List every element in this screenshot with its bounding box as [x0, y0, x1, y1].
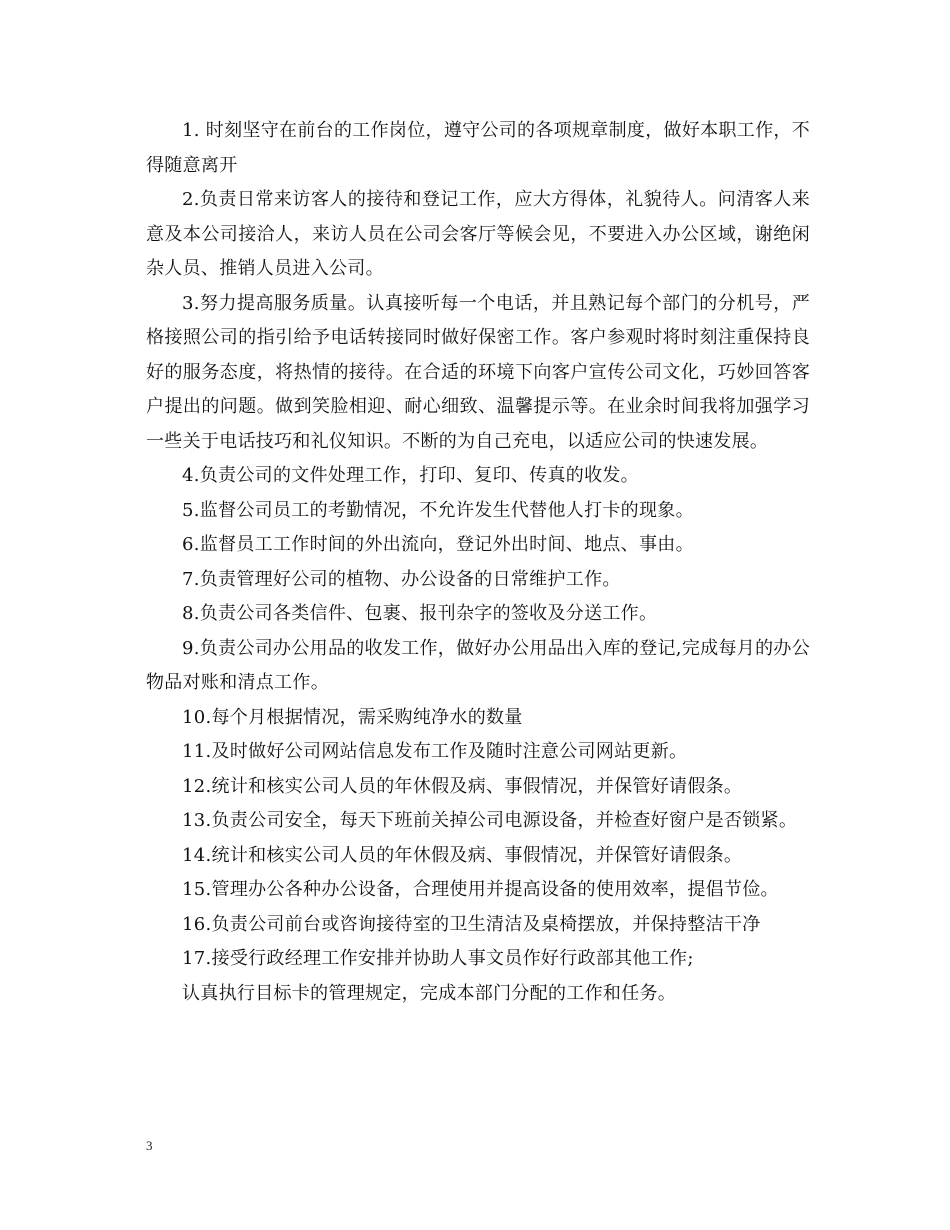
paragraph-closing: 认真执行目标卡的管理规定，完成本部门分配的工作和任务。 [182, 982, 677, 1004]
paragraph-item-3: 3.努力提高服务质量。认真接听每一个电话，并且熟记每个部门的分机号，严格接照公司的指引给予电话转接同时做好保密工作。客户参观时将时刻注重保持良好的服务态度，将热情的接待。在合适的环境下向客户宣传公司文化，巧妙回答客户提出的问题。做到笑脸相迎、耐心细致、温馨提示等。在业余时间我将加强学习一些关于电话技巧和礼仪知识。不断的为自己充电，以适应公司的快速发展。 [146, 292, 810, 452]
document-body [146, 114, 810, 1011]
paragraph-item-4: 4.负责公司的文件处理工作，打印、复印、传真的收发。 [182, 465, 639, 486]
paragraph-item-9: 9.负责公司办公用品的收发工作，做好办公用品出入库的登记,完成每月的办公物品对账和清点工作。 [146, 637, 810, 693]
paragraph-item-8: 8.负责公司各类信件、包裹、报刊杂字的签收及分送工作。 [182, 603, 658, 624]
paragraph-item-5: 5.监督公司员工的考勤情况，不允许发生代替他人打卡的现象。 [182, 499, 694, 521]
paragraph-item-11: 11.及时做好公司网站信息发布工作及随时注意公司网站更新。 [182, 741, 688, 762]
paragraph-item-10: 10.每个月根据情况，需采购纯净水的数量 [182, 706, 523, 728]
paragraph-item-7: 7.负责管理好公司的植物、办公设备的日常维护工作。 [182, 568, 621, 590]
paragraph-item-14: 14.统计和核实公司人员的年休假及病、事假情况，并保管好请假条。 [182, 844, 743, 866]
paragraph-item-2: 2.负责日常来访客人的接待和登记工作，应大方得体，礼貌待人。问清客人来意及本公司接洽人，来访人员在公司会客厅等候会见，不要进入办公区域，谢绝闲杂人员、推销人员进入公司。 [146, 189, 810, 279]
page-number: 3 [146, 1138, 153, 1153]
paragraph-item-17: 17.接受行政经理工作安排并协助人事文员作好行政部其他工作; [182, 948, 694, 969]
paragraph-item-6: 6.监督员工工作时间的外出流向，登记外出时间、地点、事由。 [182, 534, 694, 555]
paragraph-item-16: 16.负责公司前台或咨询接待室的卫生清洁及桌椅摆放，并保持整洁干净 [182, 913, 761, 935]
paragraph-item-12: 12.统计和核实公司人员的年休假及病、事假情况，并保管好请假条。 [182, 775, 743, 797]
paragraph-item-13: 13.负责公司安全，每天下班前关掉公司电源设备，并检查好窗户是否锁紧。 [182, 810, 798, 831]
paragraph-item-1: 1. 时刻坚守在前台的工作岗位，遵守公司的各项规章制度，做好本职工作，不得随意离开 [146, 120, 810, 176]
paragraph-item-15: 15.管理办公各种办公设备，合理使用并提高设备的使用效率，提倡节俭。 [182, 879, 779, 900]
